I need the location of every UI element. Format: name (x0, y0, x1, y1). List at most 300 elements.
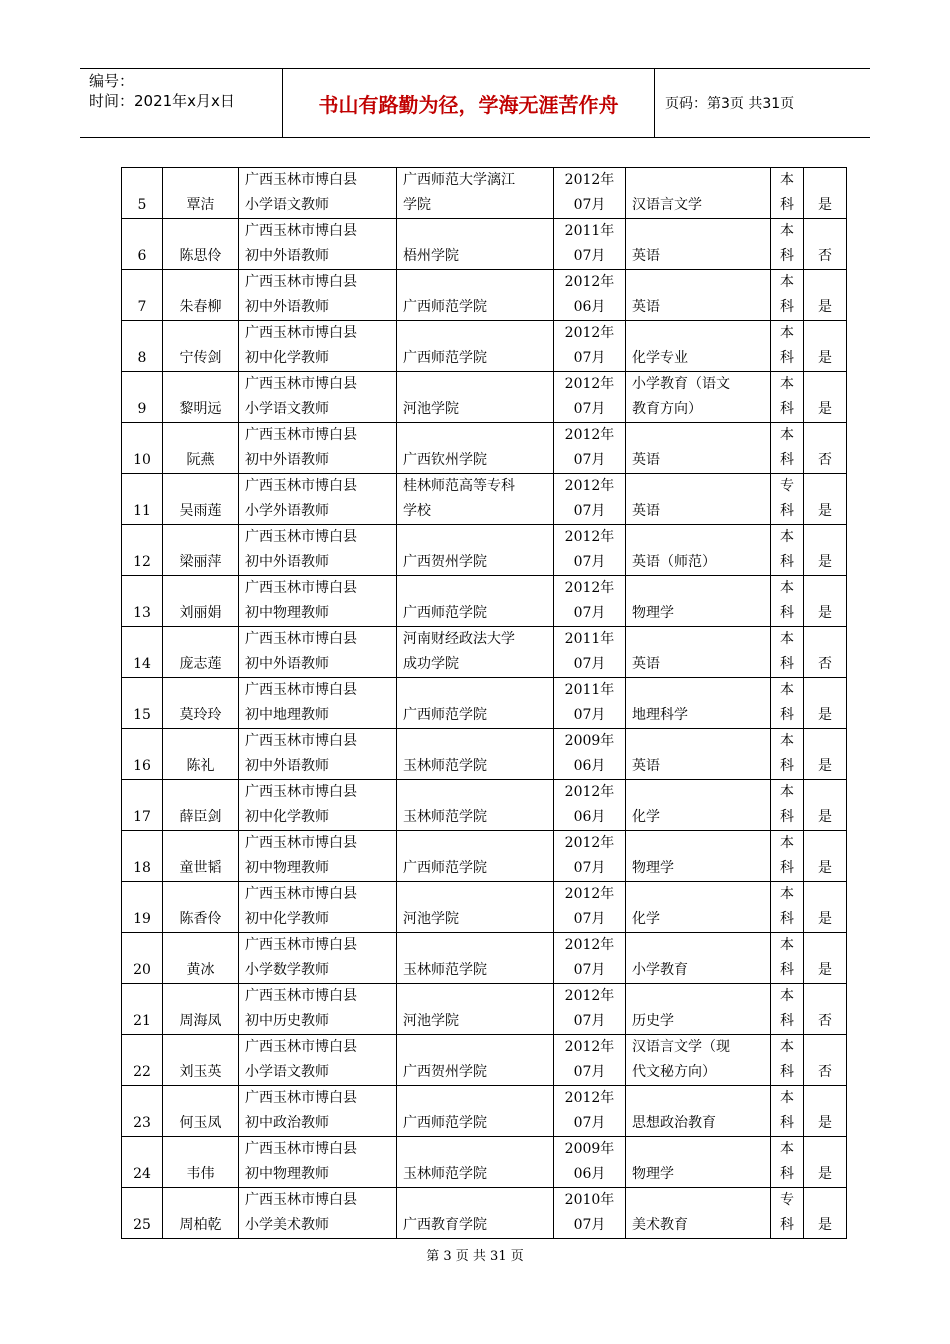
teacher-name-cell (163, 984, 239, 1035)
education-level-cell (771, 270, 804, 321)
position-cell (239, 525, 397, 576)
education-level-cell (771, 1035, 804, 1086)
major-major1 (632, 882, 764, 907)
education-level-deg1: 本 (780, 172, 794, 188)
table-row (122, 678, 847, 729)
yes-no-flag-yn: 否 (818, 248, 832, 264)
education-level-cell (771, 678, 804, 729)
teacher-name-name: 黄冰 (186, 962, 215, 978)
education-level-deg1: 专 (780, 478, 794, 494)
position-cell (239, 474, 397, 525)
graduate-school-school2: 玉林师范学院 (403, 758, 487, 774)
row-number-cell (122, 219, 163, 270)
row-number-no: 15 (133, 707, 151, 723)
education-level-deg1: 本 (780, 1141, 794, 1157)
yes-no-flag-yn: 是 (818, 605, 832, 621)
graduation-date-cell (554, 474, 626, 525)
yes-no-flag-yn: 是 (818, 860, 832, 876)
graduate-school-cell (397, 882, 554, 933)
graduation-date-cell (554, 984, 626, 1035)
graduation-date-m: 07月 (573, 911, 606, 927)
teacher-name-name: 庞志莲 (179, 656, 222, 672)
position-pos1: 广西玉林市博白县 (245, 1192, 357, 1208)
education-level-cell (771, 576, 804, 627)
position-pos1: 广西玉林市博白县 (245, 223, 357, 239)
education-level-cell (771, 168, 804, 219)
position-pos2: 初中外语教师 (245, 656, 329, 672)
graduation-date-cell (554, 882, 626, 933)
education-level-cell (771, 1188, 804, 1239)
position-pos2: 小学语文教师 (245, 401, 329, 417)
major-major1 (632, 219, 764, 244)
position-cell (239, 1035, 397, 1086)
graduate-school-school2: 广西贺州学院 (403, 1064, 487, 1080)
graduation-date-y: 2011年 (564, 631, 615, 647)
education-level-cell (771, 831, 804, 882)
graduate-school-cell (397, 525, 554, 576)
graduation-date-y: 2012年 (564, 580, 615, 596)
graduate-school-school1 (403, 1188, 547, 1213)
education-level-deg1: 专 (780, 1192, 794, 1208)
major-cell (626, 933, 771, 984)
yes-no-flag-yn: 是 (818, 401, 832, 417)
graduate-school-school2: 广西师范学院 (403, 1115, 487, 1131)
graduation-date-m: 07月 (573, 401, 606, 417)
position-cell (239, 1188, 397, 1239)
education-level-cell (771, 729, 804, 780)
teacher-name-cell (163, 729, 239, 780)
education-level-deg1: 本 (780, 580, 794, 596)
major-major2: 物理学 (632, 605, 674, 621)
graduation-date-cell (554, 780, 626, 831)
position-pos1: 广西玉林市博白县 (245, 886, 357, 902)
graduation-date-y: 2012年 (564, 274, 615, 290)
major-cell (626, 729, 771, 780)
graduation-date-m: 07月 (573, 452, 606, 468)
graduation-date-m: 07月 (573, 350, 606, 366)
position-cell (239, 168, 397, 219)
position-pos2: 初中物理教师 (245, 605, 329, 621)
row-number-no: 16 (133, 758, 151, 774)
yes-no-flag-cell (804, 729, 847, 780)
graduation-date-cell (554, 525, 626, 576)
education-level-deg1: 本 (780, 886, 794, 902)
row-number-cell (122, 678, 163, 729)
position-pos1: 广西玉林市博白县 (245, 376, 357, 392)
position-pos2: 小学语文教师 (245, 1064, 329, 1080)
education-level-deg1: 本 (780, 427, 794, 443)
graduation-date-m: 06月 (573, 1166, 606, 1182)
row-number-no: 8 (137, 350, 147, 366)
table-row (122, 1188, 847, 1239)
teacher-name-cell (163, 678, 239, 729)
row-number-no: 13 (133, 605, 151, 621)
yes-no-flag-cell (804, 372, 847, 423)
teacher-name-name: 刘丽娟 (179, 605, 222, 621)
education-level-deg1: 本 (780, 376, 794, 392)
major-major1: 汉语言文学（现 (632, 1039, 730, 1055)
position-cell (239, 372, 397, 423)
education-level-deg2: 科 (780, 962, 794, 978)
education-level-cell (771, 627, 804, 678)
education-level-deg1: 本 (780, 682, 794, 698)
position-pos2: 初中化学教师 (245, 350, 329, 366)
position-cell (239, 270, 397, 321)
position-pos2: 初中地理教师 (245, 707, 329, 723)
yes-no-flag-yn: 是 (818, 809, 832, 825)
yes-no-flag-yn: 是 (818, 1166, 832, 1182)
major-major2: 历史学 (632, 1013, 674, 1029)
education-level-deg2: 科 (780, 809, 794, 825)
major-cell (626, 270, 771, 321)
position-cell (239, 882, 397, 933)
graduate-school-school2: 广西贺州学院 (403, 554, 487, 570)
yes-no-flag-yn: 是 (818, 707, 832, 723)
yes-no-flag-yn: 是 (818, 350, 832, 366)
major-major2: 小学教育 (632, 962, 688, 978)
graduation-date-y: 2011年 (564, 682, 615, 698)
major-major2: 英语 (632, 299, 660, 315)
education-level-cell (771, 933, 804, 984)
graduate-school-school1 (403, 219, 547, 244)
major-major1 (632, 576, 764, 601)
graduate-school-school2: 河池学院 (403, 911, 459, 927)
table-row (122, 1035, 847, 1086)
teacher-name-name: 覃洁 (186, 197, 215, 213)
page-header (80, 68, 870, 138)
yes-no-flag-cell (804, 780, 847, 831)
graduation-date-cell (554, 729, 626, 780)
yes-no-flag-yn: 是 (818, 554, 832, 570)
position-pos2: 初中化学教师 (245, 911, 329, 927)
major-cell (626, 1086, 771, 1137)
position-cell (239, 831, 397, 882)
row-number-cell (122, 729, 163, 780)
education-level-deg2: 科 (780, 452, 794, 468)
teacher-name-name: 梁丽萍 (179, 554, 222, 570)
education-level-deg2: 科 (780, 1013, 794, 1029)
row-number-cell (122, 525, 163, 576)
major-major1 (632, 729, 764, 754)
education-level-deg1: 本 (780, 325, 794, 341)
education-level-deg2: 科 (780, 707, 794, 723)
yes-no-flag-cell (804, 1035, 847, 1086)
yes-no-flag-yn: 是 (818, 299, 832, 315)
table-row (122, 474, 847, 525)
row-number-cell (122, 1086, 163, 1137)
table-row (122, 1086, 847, 1137)
teacher-name-cell (163, 525, 239, 576)
education-level-cell (771, 321, 804, 372)
graduate-school-school2: 学院 (403, 197, 431, 213)
table-row (122, 576, 847, 627)
graduate-school-school1 (403, 729, 547, 754)
education-level-deg2: 科 (780, 248, 794, 264)
teacher-name-name: 陈思伶 (179, 248, 222, 264)
graduation-date-y: 2012年 (564, 1090, 615, 1106)
position-pos2: 小学数学教师 (245, 962, 329, 978)
graduation-date-y: 2012年 (564, 886, 615, 902)
position-pos1: 广西玉林市博白县 (245, 529, 357, 545)
major-major1 (632, 780, 764, 805)
table-row (122, 627, 847, 678)
teacher-name-cell (163, 933, 239, 984)
major-major1 (632, 678, 764, 703)
graduation-date-cell (554, 678, 626, 729)
row-number-no: 6 (137, 248, 147, 264)
position-pos2: 初中化学教师 (245, 809, 329, 825)
row-number-no: 25 (133, 1217, 151, 1233)
education-level-cell (771, 474, 804, 525)
table-row (122, 423, 847, 474)
position-cell (239, 933, 397, 984)
graduate-school-school1 (403, 525, 547, 550)
page-footer: 第 3 页 共 31 页 (426, 1249, 524, 1264)
graduate-school-cell (397, 372, 554, 423)
graduation-date-cell (554, 627, 626, 678)
graduation-date-y: 2012年 (564, 172, 615, 188)
graduation-date-y: 2012年 (564, 937, 615, 953)
education-level-deg1: 本 (780, 274, 794, 290)
graduate-school-cell (397, 423, 554, 474)
major-major1 (632, 168, 764, 193)
graduate-school-cell (397, 168, 554, 219)
major-cell (626, 321, 771, 372)
major-cell (626, 576, 771, 627)
graduate-school-cell (397, 1086, 554, 1137)
education-level-deg1: 本 (780, 937, 794, 953)
position-pos1: 广西玉林市博白县 (245, 1141, 357, 1157)
table-row (122, 729, 847, 780)
graduation-date-cell (554, 576, 626, 627)
graduate-school-school2: 广西师范学院 (403, 707, 487, 723)
education-level-cell (771, 882, 804, 933)
graduate-school-cell (397, 270, 554, 321)
position-cell (239, 576, 397, 627)
major-major2: 英语（师范） (632, 554, 716, 570)
serial-label: 编号： (89, 72, 135, 90)
yes-no-flag-cell (804, 474, 847, 525)
position-pos1: 广西玉林市博白县 (245, 478, 357, 494)
major-cell (626, 168, 771, 219)
graduate-school-cell (397, 984, 554, 1035)
teacher-name-name: 陈礼 (186, 758, 215, 774)
teacher-name-name: 薛臣剑 (179, 809, 222, 825)
table-row (122, 372, 847, 423)
teacher-name-name: 童世韬 (179, 860, 222, 876)
yes-no-flag-cell (804, 1137, 847, 1188)
row-number-cell (122, 933, 163, 984)
education-level-cell (771, 219, 804, 270)
education-level-deg2: 科 (780, 758, 794, 774)
position-cell (239, 1137, 397, 1188)
teacher-name-name: 莫玲玲 (179, 707, 222, 723)
position-pos1: 广西玉林市博白县 (245, 1090, 357, 1106)
yes-no-flag-yn: 是 (818, 911, 832, 927)
major-major1 (632, 270, 764, 295)
yes-no-flag-cell (804, 219, 847, 270)
major-cell (626, 372, 771, 423)
major-cell (626, 1137, 771, 1188)
row-number-no: 7 (137, 299, 147, 315)
major-major1 (632, 423, 764, 448)
yes-no-flag-yn: 是 (818, 1217, 832, 1233)
graduate-school-school1 (403, 576, 547, 601)
major-cell (626, 678, 771, 729)
header-meta (80, 69, 283, 137)
education-level-deg2: 科 (780, 197, 794, 213)
education-level-deg1: 本 (780, 784, 794, 800)
row-number-no: 22 (133, 1064, 151, 1080)
position-pos1: 广西玉林市博白县 (245, 325, 357, 341)
graduate-school-school2: 广西师范学院 (403, 605, 487, 621)
teacher-name-name: 阮燕 (186, 452, 215, 468)
graduate-school-cell (397, 1137, 554, 1188)
teacher-name-cell (163, 1188, 239, 1239)
education-level-deg2: 科 (780, 911, 794, 927)
yes-no-flag-cell (804, 423, 847, 474)
page-number-label: 页码：第3页 共31页 (665, 96, 795, 112)
graduate-school-school1 (403, 372, 547, 397)
teacher-name-name: 陈香伶 (179, 911, 222, 927)
position-cell (239, 219, 397, 270)
row-number-cell (122, 984, 163, 1035)
graduate-school-school1 (403, 270, 547, 295)
major-major2: 地理科学 (632, 707, 688, 723)
yes-no-flag-cell (804, 882, 847, 933)
teacher-name-cell (163, 219, 239, 270)
education-level-deg2: 科 (780, 1166, 794, 1182)
graduate-school-school2: 成功学院 (403, 656, 459, 672)
position-pos2: 初中政治教师 (245, 1115, 329, 1131)
graduation-date-y: 2009年 (564, 733, 615, 749)
table-row (122, 321, 847, 372)
graduate-school-school1 (403, 321, 547, 346)
graduate-school-school1: 广西师范大学漓江 (403, 172, 515, 188)
graduation-date-cell (554, 933, 626, 984)
education-level-deg1: 本 (780, 529, 794, 545)
graduate-school-cell (397, 321, 554, 372)
graduation-date-m: 07月 (573, 860, 606, 876)
row-number-cell (122, 780, 163, 831)
row-number-cell (122, 270, 163, 321)
row-number-no: 23 (133, 1115, 151, 1131)
teacher-name-cell (163, 321, 239, 372)
graduation-date-y: 2011年 (564, 223, 615, 239)
yes-no-flag-cell (804, 984, 847, 1035)
education-level-deg1: 本 (780, 1090, 794, 1106)
major-major2: 汉语言文学 (632, 197, 702, 213)
education-level-deg2: 科 (780, 299, 794, 315)
graduation-date-y: 2012年 (564, 784, 615, 800)
education-level-deg2: 科 (780, 554, 794, 570)
major-cell (626, 831, 771, 882)
graduate-school-school1 (403, 831, 547, 856)
position-pos2: 初中历史教师 (245, 1013, 329, 1029)
yes-no-flag-cell (804, 270, 847, 321)
row-number-no: 14 (133, 656, 151, 672)
row-number-no: 10 (133, 452, 151, 468)
graduate-school-school2: 广西师范学院 (403, 350, 487, 366)
motto-title: 书山有路勤为径，学海无涯苦作舟 (283, 69, 655, 137)
education-level-deg2: 科 (780, 1115, 794, 1131)
position-pos2: 初中外语教师 (245, 452, 329, 468)
graduation-date-m: 07月 (573, 962, 606, 978)
graduate-school-cell (397, 933, 554, 984)
yes-no-flag-cell (804, 1086, 847, 1137)
position-cell (239, 1086, 397, 1137)
row-number-no: 11 (133, 503, 151, 519)
position-cell (239, 423, 397, 474)
row-number-no: 17 (133, 809, 151, 825)
yes-no-flag-cell (804, 627, 847, 678)
teacher-name-cell (163, 423, 239, 474)
position-pos1: 广西玉林市博白县 (245, 784, 357, 800)
major-major1 (632, 321, 764, 346)
teacher-name-name: 韦伟 (186, 1166, 215, 1182)
graduation-date-y: 2012年 (564, 988, 615, 1004)
graduate-school-school1: 桂林师范高等专科 (403, 478, 515, 494)
major-cell (626, 627, 771, 678)
graduate-school-cell (397, 678, 554, 729)
row-number-no: 21 (133, 1013, 151, 1029)
graduation-date-cell (554, 321, 626, 372)
teacher-name-name: 周海凤 (179, 1013, 222, 1029)
major-cell (626, 525, 771, 576)
major-major2: 化学 (632, 809, 660, 825)
graduate-school-school2: 河池学院 (403, 401, 459, 417)
education-level-deg2: 科 (780, 1217, 794, 1233)
position-cell (239, 321, 397, 372)
row-number-cell (122, 168, 163, 219)
position-cell (239, 984, 397, 1035)
graduation-date-cell (554, 1137, 626, 1188)
graduation-date-cell (554, 1086, 626, 1137)
major-major2: 美术教育 (632, 1217, 688, 1233)
major-major1 (632, 1137, 764, 1162)
position-pos1: 广西玉林市博白县 (245, 988, 357, 1004)
position-pos2: 小学外语教师 (245, 503, 329, 519)
position-pos1: 广西玉林市博白县 (245, 274, 357, 290)
yes-no-flag-yn: 否 (818, 1064, 832, 1080)
teacher-name-cell (163, 780, 239, 831)
position-pos2: 初中物理教师 (245, 860, 329, 876)
graduation-date-cell (554, 372, 626, 423)
graduate-school-cell (397, 729, 554, 780)
yes-no-flag-cell (804, 1188, 847, 1239)
position-pos1: 广西玉林市博白县 (245, 580, 357, 596)
graduate-school-school1 (403, 423, 547, 448)
table-row (122, 525, 847, 576)
graduate-school-cell (397, 627, 554, 678)
yes-no-flag-yn: 否 (818, 452, 832, 468)
major-major2: 化学 (632, 911, 660, 927)
education-level-deg1: 本 (780, 223, 794, 239)
graduation-date-m: 07月 (573, 1115, 606, 1131)
position-pos2: 小学语文教师 (245, 197, 329, 213)
teacher-name-cell (163, 270, 239, 321)
position-pos1: 广西玉林市博白县 (245, 733, 357, 749)
row-number-cell (122, 882, 163, 933)
yes-no-flag-yn: 否 (818, 1013, 832, 1029)
teacher-name-name: 吴雨莲 (179, 503, 222, 519)
teacher-name-cell (163, 1086, 239, 1137)
major-cell (626, 1188, 771, 1239)
graduate-school-school2: 广西钦州学院 (403, 452, 487, 468)
graduation-date-m: 07月 (573, 707, 606, 723)
graduate-school-school2: 河池学院 (403, 1013, 459, 1029)
major-major2: 英语 (632, 503, 660, 519)
